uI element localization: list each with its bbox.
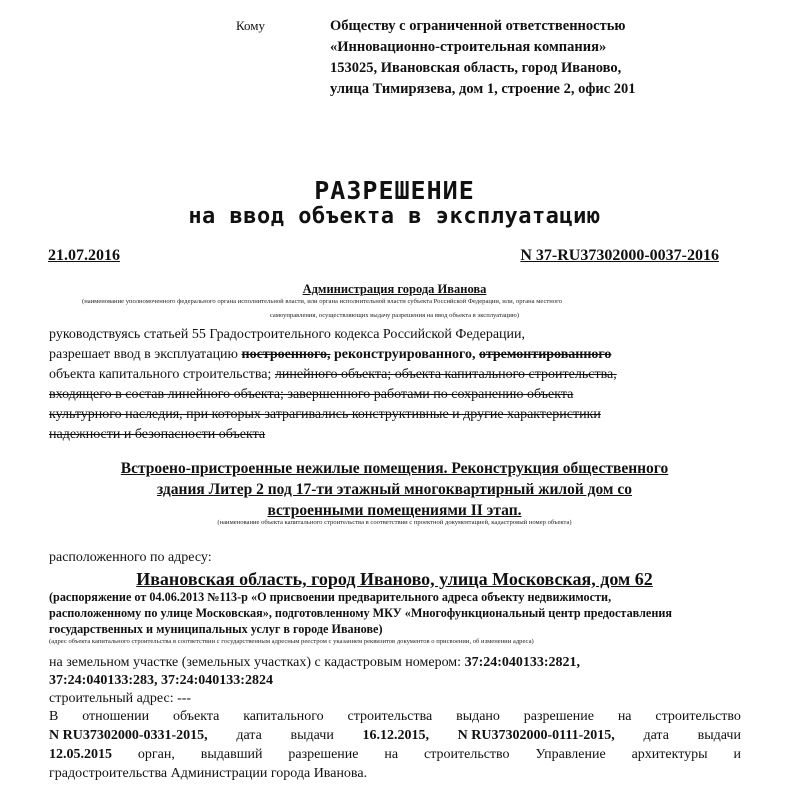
address-note: (адрес объекта капитального строительства в соответствии с государственным адресным реестром с указанием реквизитов документов о присвоении, об изменении адреса) — [49, 638, 534, 645]
struck-option: построенного, — [241, 347, 331, 362]
basis-line — [49, 367, 617, 383]
permit-word: разрешение — [288, 747, 359, 762]
document-title: РАЗРЕШЕНИЕ — [314, 176, 475, 205]
permit-line — [49, 728, 741, 744]
location-label: расположенного по адресу: — [49, 550, 212, 565]
permit-date: 12.05.2015 — [49, 747, 112, 762]
permit-word: капитального — [243, 709, 324, 724]
addressee-line: «Инновационно-строительная компания» — [330, 39, 607, 55]
permit-word: строительство — [655, 709, 741, 724]
struck-option: линейного объекта; объекта капитального строительства, — [274, 367, 617, 382]
address-order-line: расположенному по улице Московская», подготовленному МКУ «Многофункциональный центр предоставления — [49, 606, 672, 620]
struck-line: культурного наследия, при которых затрагивались конструктивные и другие характеристики — [49, 407, 601, 422]
permit-word: архитектуры — [631, 747, 708, 762]
permit-number: N 37-RU37302000-0037-2016 — [520, 247, 719, 264]
permit-word: выдано — [456, 709, 500, 724]
address-order-line: (распоряжение от 04.06.2013 №113-р «О присвоении предварительного адреса объекту недвижимости, — [49, 590, 612, 604]
issuer-name: Администрация города Иванова — [302, 282, 487, 296]
basis-line — [49, 347, 611, 363]
permit-word: строительства — [347, 709, 433, 724]
permit-number-ref: N RU37302000-0111-2015, — [457, 728, 615, 743]
permit-line — [49, 747, 741, 763]
object-name-line: здания Литер 2 под 17-ти этажный многоквартирный жилой дом со — [156, 481, 632, 498]
document-subtitle: на ввод объекта в эксплуатацию — [188, 204, 601, 229]
build-address: строительный адрес: --- — [49, 691, 192, 706]
object-name-line: Встроено-пристроенные нежилые помещения. Реконструкция общественного — [120, 460, 669, 477]
struck-option: отремонтированного — [479, 347, 612, 362]
permit-word: выдачи — [697, 728, 741, 743]
cadastral-numbers: 37:24:040133:283, 37:24:040133:2824 — [49, 673, 273, 688]
permit-line — [49, 709, 741, 725]
permit-word: дата — [643, 728, 669, 743]
issuer-note-line: (наименование уполномоченного федерального органа исполнительной власти, или органа исполнительной власти субъекта Российской Федерации, или, органа местного — [82, 298, 562, 305]
permit-word: В — [49, 709, 59, 724]
land-line — [49, 655, 580, 671]
addressee-line: Обществу с ограниченной ответственностью — [330, 18, 626, 34]
permit-word: разрешение — [523, 709, 594, 724]
permit-word: отношении — [82, 709, 150, 724]
selected-option: реконструированного, — [330, 347, 480, 362]
basis-text: объекта капитального строительства; — [49, 367, 275, 382]
permit-word: выдавший — [200, 747, 263, 762]
land-text: на земельном участке (земельных участках) с кадастровым номером: — [49, 655, 465, 670]
permit-word: строительство — [424, 747, 510, 762]
permit-line: градостроительства Администрации города Иванова. — [49, 766, 368, 781]
permit-word: на — [384, 747, 399, 762]
object-name-line: встроенными помещениями II этап. — [267, 502, 522, 519]
basis-line: руководствуясь статьей 55 Градостроительного кодекса Российской Федерации, — [49, 327, 526, 342]
addressee-line: улица Тимирязева, дом 1, строение 2, офис 201 — [330, 81, 636, 97]
object-note: (наименование объекта капитального строительства в соответствии с проектной документацией, кадастровый номер объекта) — [217, 519, 572, 526]
cadastral-number: 37:24:040133:2821, — [464, 655, 581, 670]
struck-line: входящего в состав линейного объекта; завершенного работами по сохранению объекта — [49, 387, 574, 402]
permit-date: 16.12.2015, — [362, 728, 429, 743]
struck-line: надежности и безопасности объекта — [49, 427, 266, 442]
permit-word: выдачи — [290, 728, 334, 743]
permit-word: и — [733, 747, 741, 762]
address-order-line: государственных и муниципальных услуг в городе Иванове) — [49, 622, 383, 636]
permit-word: орган, — [137, 747, 175, 762]
to-label: Кому — [236, 18, 266, 33]
object-address: Ивановская область, город Иваново, улица Московская, дом 62 — [136, 569, 653, 589]
permit-word: дата — [236, 728, 262, 743]
issuer-note-line: самоуправления, осуществляющих выдачу разрешения на ввод объекта в эксплуатацию) — [269, 312, 520, 319]
basis-text: разрешает ввод в эксплуатацию — [49, 347, 242, 362]
addressee-line: 153025, Ивановская область, город Иваново, — [330, 60, 622, 76]
permit-word: объекта — [172, 709, 220, 724]
permit-word: на — [617, 709, 632, 724]
permit-word: Управление — [535, 747, 606, 762]
permit-number-ref: N RU37302000-0331-2015, — [49, 728, 208, 743]
issue-date: 21.07.2016 — [48, 247, 120, 264]
